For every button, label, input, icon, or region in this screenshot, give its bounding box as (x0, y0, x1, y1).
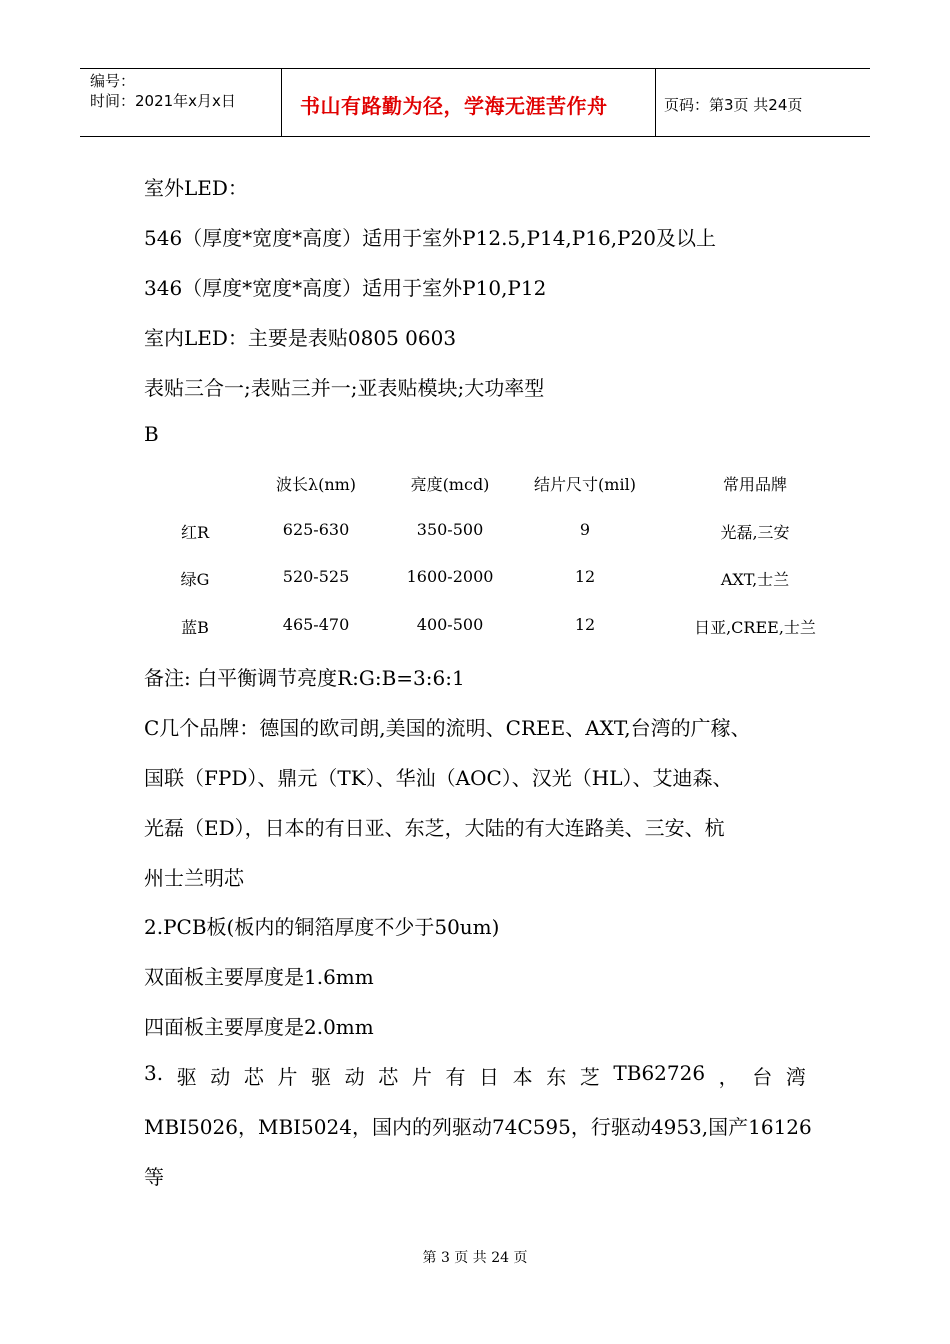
table-cell-chip-size: 9 (579, 520, 591, 539)
brands-paragraph-line-4: 州士兰明芯 (144, 866, 244, 890)
pcb-double-sided: 双面板主要厚度是1.6mm (144, 965, 374, 989)
driver-chip-word: TB62726 (613, 1061, 706, 1085)
header-divider-left (281, 68, 282, 136)
table-cell-color: 绿G (180, 570, 210, 589)
indoor-led-line: 室内LED：主要是表贴0805 0603 (144, 326, 457, 350)
spec-546-line: 546（厚度*宽度*高度）适用于室外P12.5,P14,P16,P20及以上 (144, 226, 716, 250)
table-cell-brands: AXT,士兰 (720, 570, 790, 589)
table-cell-brands: 光磊,三安 (720, 523, 790, 542)
driver-chip-word: 片 (411, 1065, 432, 1089)
table-cell-chip-size: 12 (574, 567, 596, 586)
driver-chip-word: ， (718, 1065, 739, 1089)
table-cell-brightness: 400-500 (416, 615, 484, 634)
brands-paragraph-line-2: 国联（FPD）、鼎元（TK）、华汕（AOC）、汉光（HL）、艾迪森、 (144, 766, 733, 790)
driver-chip-word: 片 (277, 1065, 298, 1089)
driver-chip-word: 3. (144, 1061, 164, 1085)
driver-chip-word: 驱 (311, 1065, 332, 1089)
brands-paragraph-line-3: 光磊（ED），日本的有日亚、东芝，大陆的有大连路美、三安、杭 (144, 816, 725, 840)
driver-chip-word: 台 (752, 1065, 773, 1089)
table-cell-color: 红R (180, 523, 210, 542)
header-divider-right (655, 68, 656, 136)
white-balance-note: 备注: 白平衡调节亮度R:G:B=3:6:1 (144, 666, 465, 690)
driver-chip-word: 驱 (176, 1065, 197, 1089)
pcb-four-layer: 四面板主要厚度是2.0mm (144, 1015, 374, 1039)
driver-chip-word: 湾 (785, 1065, 806, 1089)
driver-chip-word: 东 (546, 1065, 567, 1089)
table-header-chip-size: 结片尺寸(mil) (534, 475, 636, 494)
driver-chip-word: 日 (479, 1065, 500, 1089)
brands-paragraph-line-1: C几个品牌：德国的欧司朗,美国的流明、CREE、AXT,台湾的广稼、 (144, 716, 751, 740)
header-number-label: 编号： (90, 72, 136, 90)
smd-types-line: 表贴三合一;表贴三并一;亚表贴模块;大功率型 (144, 376, 545, 400)
table-cell-color: 蓝B (181, 618, 209, 637)
header-top-rule (80, 68, 870, 69)
table-header-brands: 常用品牌 (722, 475, 788, 494)
driver-chip-word: 芯 (243, 1065, 264, 1089)
driver-chip-word: 本 (512, 1065, 533, 1089)
outdoor-led-heading: 室外LED： (144, 176, 248, 200)
driver-chip-word: 芯 (378, 1065, 399, 1089)
driver-chip-line-2: MBI5026，MBI5024，国内的列驱动74C595，行驱动4953,国产16126 (144, 1115, 812, 1139)
spec-346-line: 346（厚度*宽度*高度）适用于室外P10,P12 (144, 276, 547, 300)
driver-chip-line-3: 等 (144, 1165, 164, 1189)
table-cell-brands: 日亚,CREE,士兰 (694, 618, 816, 637)
section-b-label: B (144, 422, 159, 446)
page-footer: 第 3 页 共 24 页 (422, 1250, 528, 1266)
table-header-wavelength: 波长λ(nm) (275, 475, 357, 494)
table-header-brightness: 亮度(mcd) (410, 475, 490, 494)
pcb-heading: 2.PCB板(板内的铜箔厚度不少于50um) (144, 915, 500, 939)
driver-chip-line-1 (144, 1061, 806, 1090)
table-cell-wavelength: 465-470 (282, 615, 350, 634)
driver-chip-word: 有 (445, 1065, 466, 1089)
table-cell-wavelength: 520-525 (282, 567, 350, 586)
table-cell-brightness: 350-500 (416, 520, 484, 539)
driver-chip-word: 动 (210, 1065, 231, 1089)
driver-chip-word: 动 (344, 1065, 365, 1089)
header-date: 时间：2021年x月x日 (90, 92, 236, 110)
header-bottom-rule (80, 136, 870, 137)
header-page-info: 页码：第3页 共24页 (664, 96, 803, 114)
table-cell-wavelength: 625-630 (282, 520, 350, 539)
table-cell-chip-size: 12 (574, 615, 596, 634)
header-motto: 书山有路勤为径，学海无涯苦作舟 (300, 94, 608, 118)
table-cell-brightness: 1600-2000 (406, 567, 494, 586)
driver-chip-word: 芝 (579, 1065, 600, 1089)
